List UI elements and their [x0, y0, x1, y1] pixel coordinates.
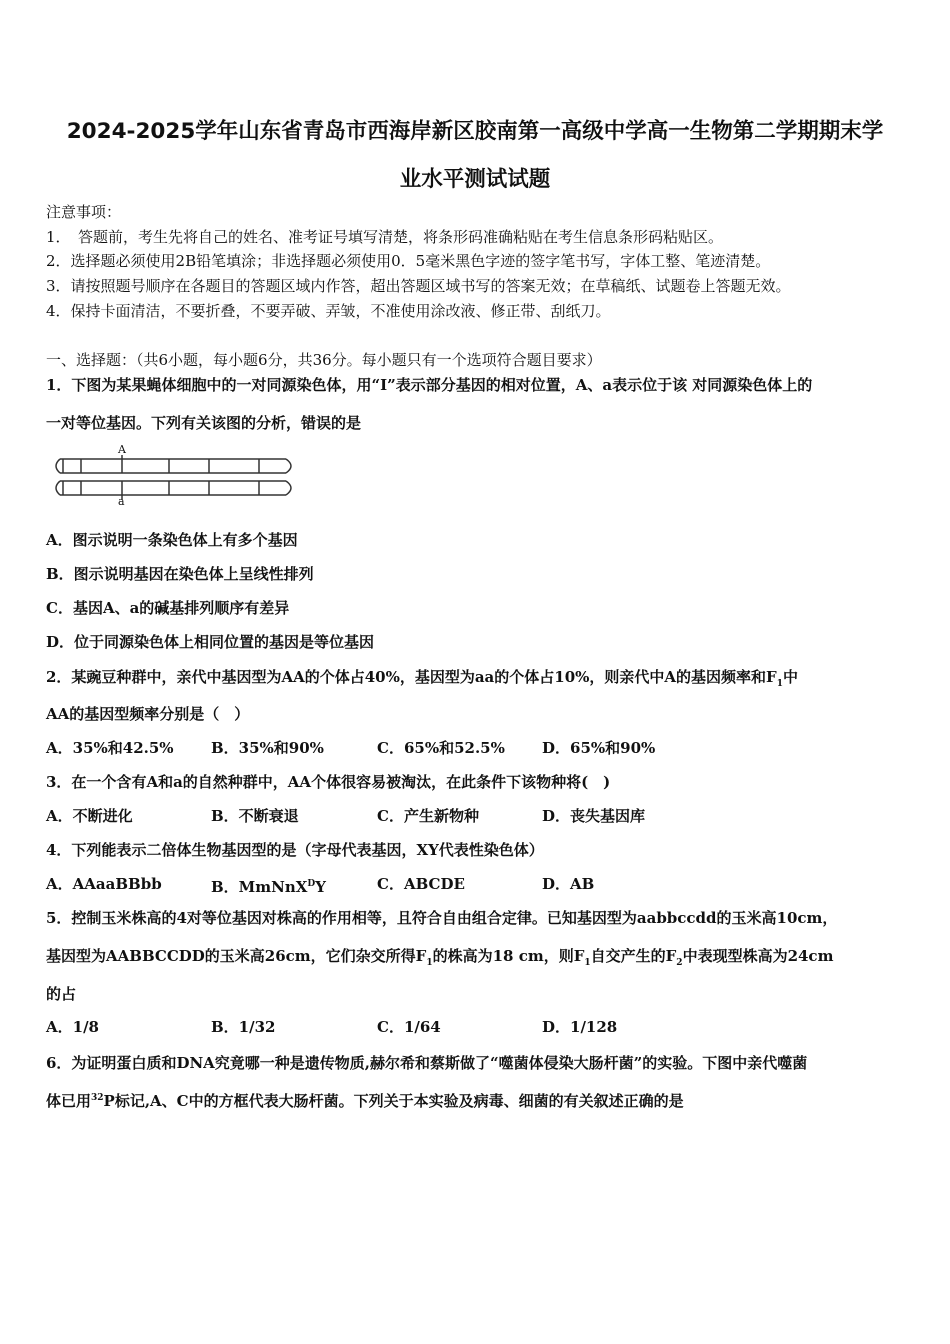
q1-stem-2: 一对等位基因。下列有关该图的分析，错误的是	[46, 414, 362, 432]
q1-option-c: C．基因A、a的碱基排列顺序有差异	[46, 599, 290, 617]
q3-option-d: D．丧失基因库	[542, 807, 646, 825]
q2-stem-2: AA的基因型频率分别是（ ）	[46, 705, 250, 723]
q4-option-b-text: B．MmNnX	[211, 878, 308, 896]
q2-sub: 1	[776, 679, 783, 689]
q5-sub2: 1	[584, 958, 591, 968]
q2-text-end: 中	[782, 668, 798, 686]
q1-stem: 1．下图为某果蝇体细胞中的一对同源染色体，用“Ⅰ”表示部分基因的相对位置，A、a表示位于该 对同源染色体上的	[46, 376, 813, 394]
chromosome-lines	[52, 443, 302, 513]
q5-t1: 基因型为AABBCCDD的玉米高26cm，它们杂交所得F	[46, 947, 427, 965]
q4-option-b-tail: Y	[315, 878, 326, 896]
q4-option-b	[211, 874, 326, 897]
q4-option-d: D．AB	[542, 875, 595, 893]
q2-text: 2．某豌豆种群中，亲代中基因型为AA的个体占40%，基因型为aa的个体占10%，则亲代中A的基因频率和F	[46, 668, 777, 686]
notice-item: 1． 答题前，考生先将自己的姓名、准考证号填写清楚，将条形码准确粘贴在考生信息条形码粘贴区。	[46, 228, 724, 246]
gene-label-A: A	[118, 443, 126, 456]
q4-option-c: C．ABCDE	[377, 875, 465, 893]
notice-heading: 注意事项：	[46, 203, 122, 221]
q6-t1: 体已用	[46, 1092, 92, 1110]
q2-option-a: A．35%和42.5%	[46, 739, 174, 757]
q5-t2: 的株高为18 cm，则F	[432, 947, 585, 965]
q5-stem: 5．控制玉米株高的4对等位基因对株高的作用相等，且符合自由组合定律。已知基因型为aabbccdd的玉米高10cm，	[46, 909, 838, 927]
notice-item: 4．保持卡面清洁，不要折叠，不要弄破、弄皱，不准使用涂改液、修正带、刮纸刀。	[46, 302, 611, 320]
q6-stem-2	[46, 1088, 684, 1111]
q5-stem-2	[46, 946, 833, 973]
notice-item: 3．请按照题号顺序在各题目的答题区域内作答，超出答题区域书写的答案无效；在草稿纸、试题卷上答题无效。	[46, 277, 791, 295]
chromosome-diagram	[52, 443, 302, 513]
q6-sup: 32	[91, 1093, 104, 1103]
q4-stem: 4．下列能表示二倍体生物基因型的是（字母代表基因，XY代表性染色体）	[46, 841, 544, 859]
q3-option-b: B．不断衰退	[211, 807, 299, 825]
q5-t3: 自交产生的F	[590, 947, 677, 965]
q5-sub3: 2	[676, 958, 683, 968]
q5-option-d: D．1/128	[542, 1018, 618, 1036]
page-title: 2024-2025学年山东省青岛市西海岸新区胶南第一高级中学高一生物第二学期期末学	[66, 119, 884, 144]
q3-option-c: C．产生新物种	[377, 807, 479, 825]
q4-option-b-sup: D	[307, 879, 316, 889]
q2-option-b: B．35%和90%	[211, 739, 324, 757]
notice-item: 2．选择题必须使用2B铅笔填涂；非选择题必须使用0．5毫米黑色字迹的签字笔书写，字体工整、笔迹清楚。	[46, 252, 771, 270]
q3-option-a: A．不断进化	[46, 807, 133, 825]
q1-option-d: D．位于同源染色体上相同位置的基因是等位基因	[46, 633, 375, 651]
q5-option-c: C．1/64	[377, 1018, 441, 1036]
q6-t2: P标记,A、C中的方框代表大肠杆菌。下列关于本实验及病毒、细菌的有关叙述正确的是	[103, 1092, 684, 1110]
q2-option-c: C．65%和52.5%	[377, 739, 505, 757]
q5-stem-3: 的占	[46, 985, 77, 1003]
q5-t4: 中表现型株高为24cm	[682, 947, 834, 965]
q2-option-d: D．65%和90%	[542, 739, 656, 757]
q1-option-a: A．图示说明一条染色体上有多个基因	[46, 531, 298, 549]
q5-option-a: A．1/8	[46, 1018, 99, 1036]
q5-option-b: B．1/32	[211, 1018, 276, 1036]
q1-option-b: B．图示说明基因在染色体上呈线性排列	[46, 565, 314, 583]
q4-option-a: A．AAaaBBbb	[46, 875, 162, 893]
q6-stem: 6．为证明蛋白质和DNA究竟哪一种是遗传物质,赫尔希和蔡斯做了“噬菌体侵染大肠杆菌”的实验。下图中亲代噬菌	[46, 1054, 808, 1072]
q2-stem	[46, 667, 798, 694]
q5-sub1: 1	[426, 958, 433, 968]
section-heading: 一、选择题：（共6小题，每小题6分，共36分。每小题只有一个选项符合题目要求）	[46, 351, 602, 369]
page-title-line2: 业水平测试试题	[399, 167, 551, 192]
q3-stem: 3．在一个含有A和a的自然种群中，AA个体很容易被淘汰，在此条件下该物种将( )	[46, 773, 611, 791]
gene-label-a: a	[118, 495, 125, 508]
